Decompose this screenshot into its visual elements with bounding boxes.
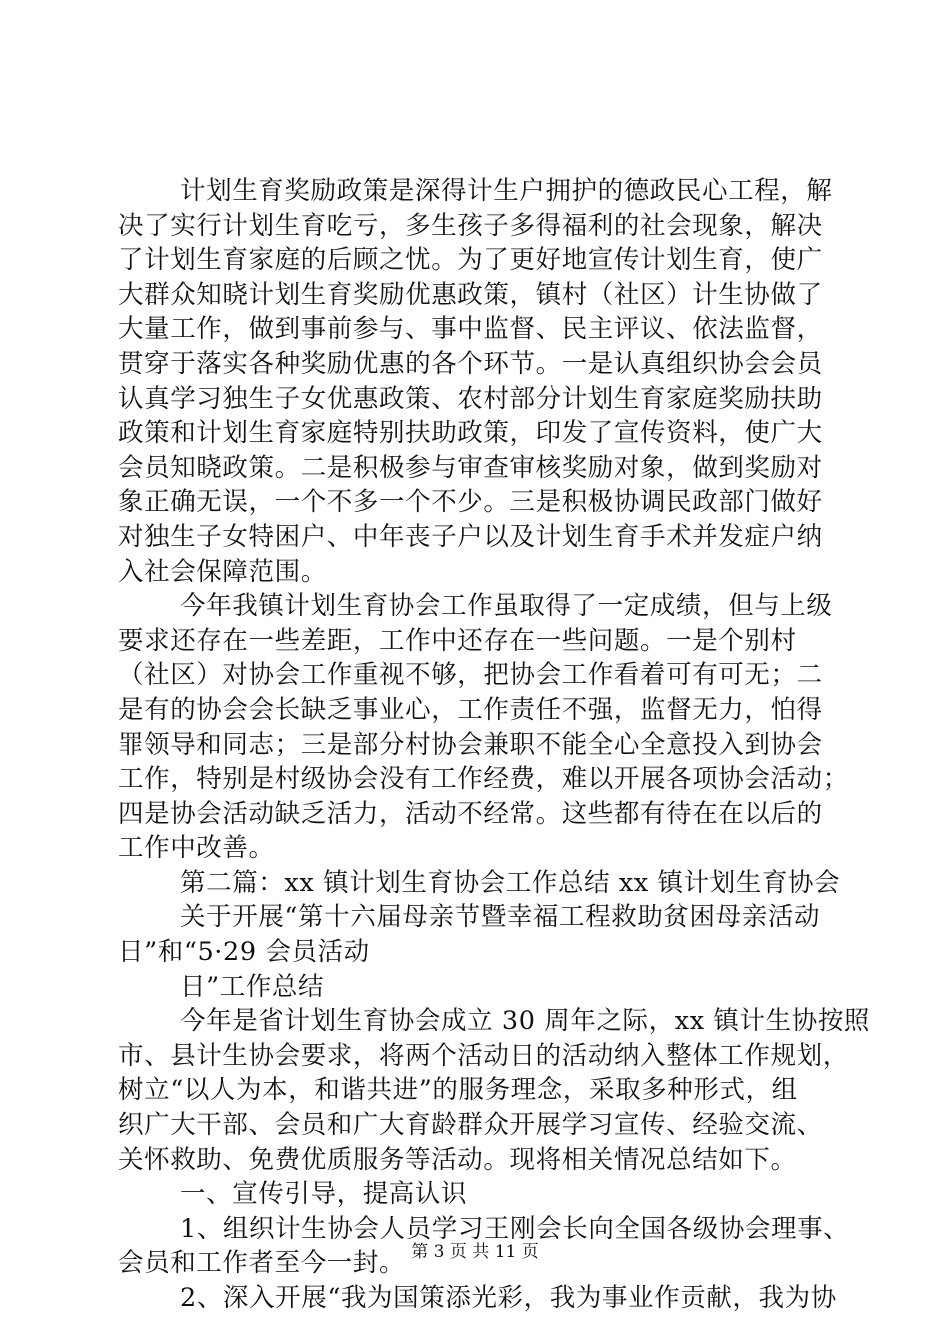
text-line: 贯穿于落实各种奖励优惠的各个环节。一是认真组织协会会员 [118, 348, 823, 379]
text-line: 日”工作总结 [180, 971, 325, 1002]
text-line: 政策和计划生育家庭特别扶助政策，印发了宣传资料，使广大 [118, 418, 823, 449]
document-body [118, 174, 871, 1316]
text-line: 认真学习独生子女优惠政策、农村部分计划生育家庭奖励扶助 [118, 383, 823, 414]
text-line: 大量工作，做到事前参与、事中监督、民主评议、依法监督， [118, 314, 823, 345]
text-line: 市、县计生协会要求，将两个活动日的活动纳入整体工作规划， [118, 1040, 849, 1071]
text-line: 计划生育奖励政策是深得计生户拥护的德政民心工程，解 [180, 176, 833, 206]
text-line: （社区）对协会工作重视不够，把协会工作看着可有可无；二 [118, 660, 823, 691]
text-line: 入社会保障范围。 [118, 556, 327, 587]
text-line: 树立“以人为本，和谐共进”的服务理念，采取多种形式，组 [118, 1075, 798, 1106]
text-line: 四是协会活动缺乏活力，活动不经常。这些都有待在在以后的 [118, 798, 823, 829]
text-line: 关于开展“第十六届母亲节暨幸福工程救助贫困母亲活动 [180, 902, 821, 933]
text-line: 1、组织计生协会人员学习王刚会长向全国各级协会理事、 [180, 1213, 850, 1244]
text-line: 一、宣传引导，提高认识 [180, 1179, 468, 1210]
text-line: 象正确无误，一个不多一个不少。三是积极协调民政部门做好 [118, 487, 823, 518]
text-line: 罪领导和同志；三是部分村协会兼职不能全心全意投入到协会 [118, 729, 823, 760]
text-line: 了计划生育家庭的后顾之忧。为了更好地宣传计划生育，使广 [118, 245, 823, 276]
text-line: 第二篇：xx 镇计划生育协会工作总结 xx 镇计划生育协会 [180, 867, 841, 898]
text-line: 对独生子女特困户、中年丧子户以及计划生育手术并发症户纳 [118, 521, 823, 552]
text-line: 2、深入开展“我为国策添光彩，我为事业作贡献，我为协 [180, 1283, 837, 1313]
text-line: 关怀救助、免费优质服务等活动。现将相关情况总结如下。 [118, 1144, 797, 1175]
text-line: 是有的协会会长缺乏事业心，工作责任不强，监督无力，怕得 [118, 694, 823, 725]
text-line: 会员和工作者至今一封。 [118, 1248, 406, 1279]
text-line: 织广大干部、会员和广大育龄群众开展学习宣传、经验交流、 [118, 1110, 823, 1141]
text-line: 工作中改善。 [118, 833, 275, 864]
page-footer: 第 3 页 共 11 页 [411, 1242, 539, 1262]
text-line: 大群众知晓计划生育奖励优惠政策，镇村（社区）计生协做了 [118, 279, 823, 310]
text-line: 今年是省计划生育协会成立 30 周年之际，xx 镇计生协按照 [180, 1006, 871, 1037]
text-line: 决了实行计划生育吃亏，多生孩子多得福利的社会现象，解决 [118, 210, 823, 241]
text-line: 会员知晓政策。二是积极参与审查审核奖励对象，做到奖励对 [118, 452, 823, 483]
text-line: 要求还存在一些差距，工作中还存在一些问题。一是个别村 [118, 625, 797, 656]
text-line: 今年我镇计划生育协会工作虽取得了一定成绩，但与上级 [180, 591, 833, 622]
text-line: 工作，特别是村级协会没有工作经费，难以开展各项协会活动； [118, 764, 849, 795]
text-line: 日”和“5·29 会员活动 [118, 937, 370, 968]
